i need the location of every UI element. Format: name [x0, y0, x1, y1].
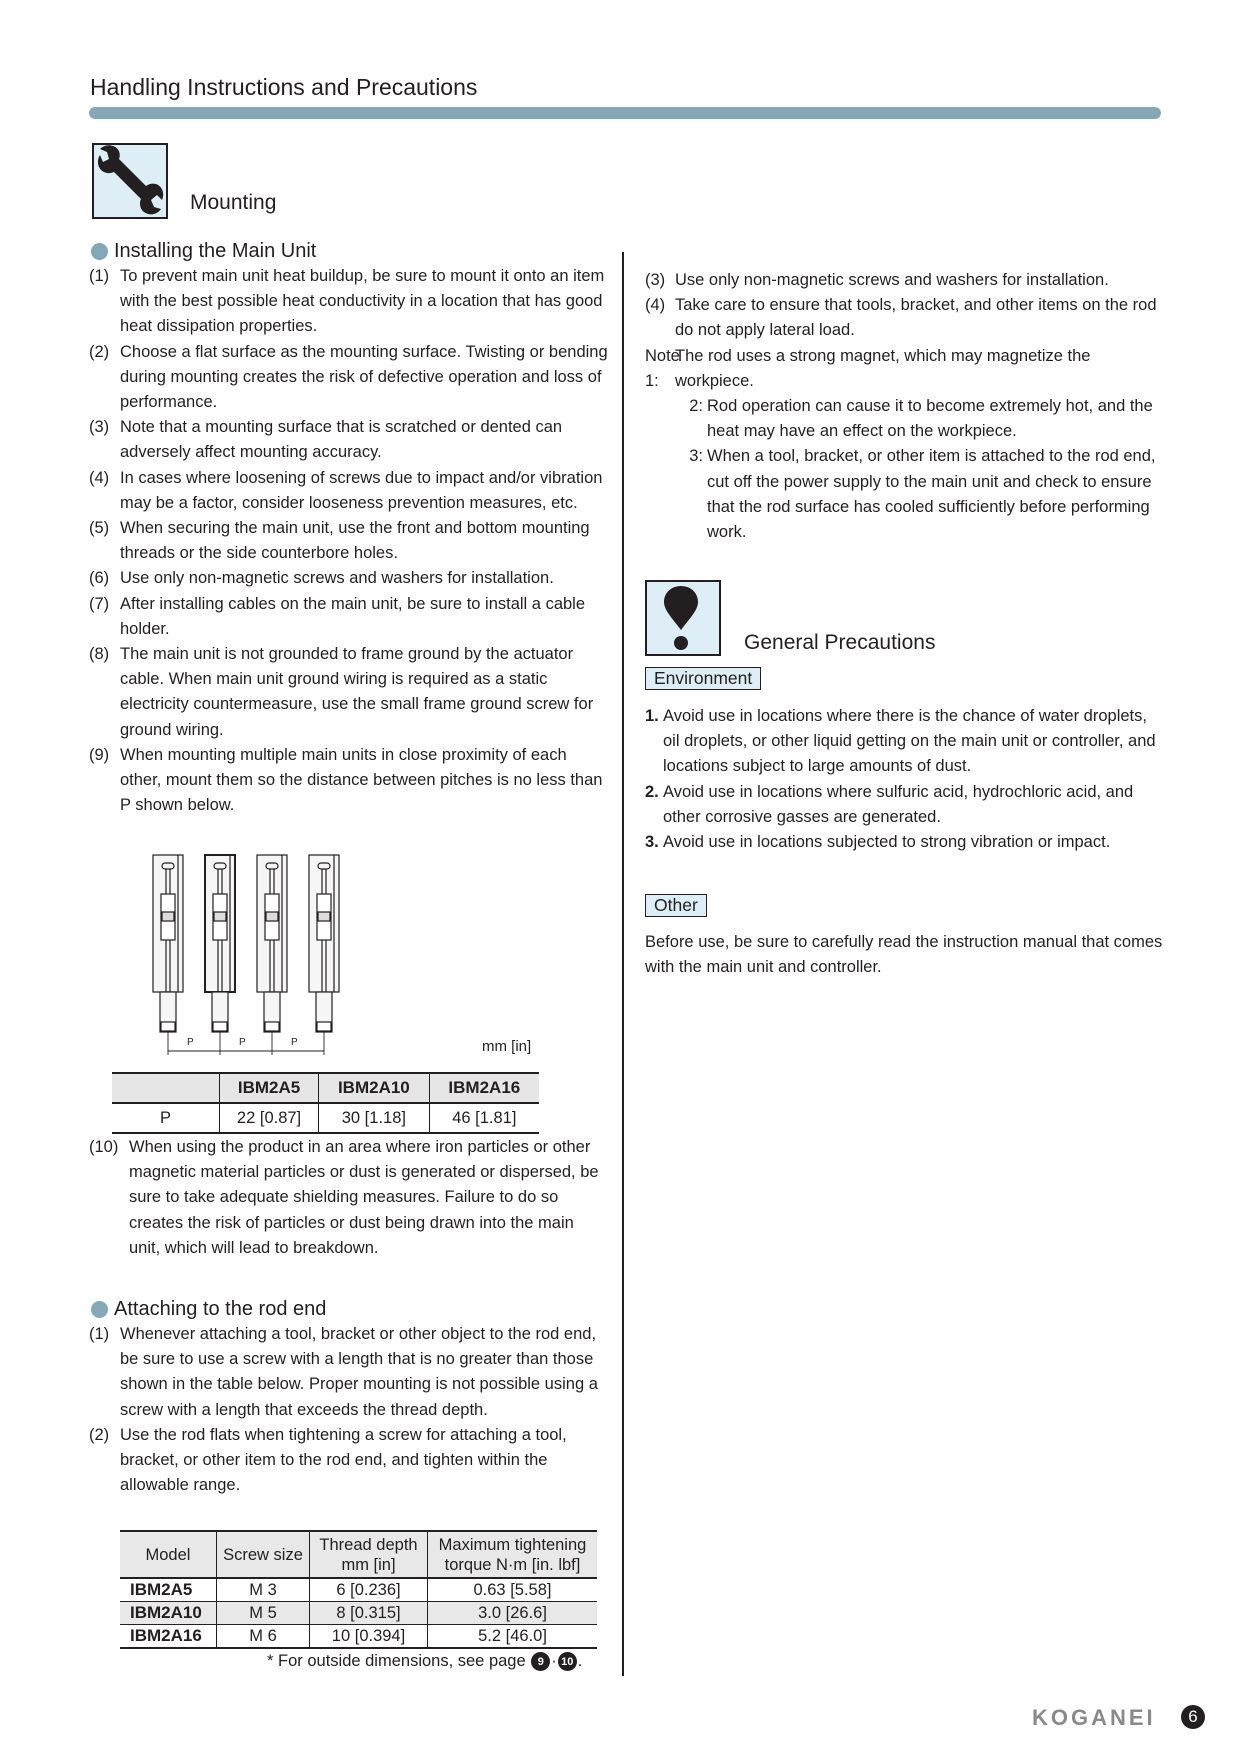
- page-ref-link[interactable]: 10: [558, 1652, 577, 1671]
- list-item: (1) To prevent main unit heat buildup, be sure to mount it onto an item with the best possible heat conductivity in a location that has good heat dissipation properties.: [89, 267, 605, 336]
- page-number: 6: [1181, 1705, 1205, 1729]
- pitch-label: P: [239, 1037, 246, 1048]
- rod-end-list: [89, 1322, 609, 1498]
- installing-heading: Installing the Main Unit: [91, 240, 609, 263]
- wrench-icon: [92, 143, 168, 219]
- list-item: 3. Avoid use in locations subjected to strong vibration or impact.: [645, 833, 1111, 852]
- list-item: (5) When securing the main unit, use the front and bottom mounting threads or the side counterbore holes.: [89, 519, 590, 563]
- list-item: (8) The main unit is not grounded to frame ground by the actuator cable. When main unit ground wiring is required as a static electricity countermeasure, use the small frame ground screw for ground wiring.: [89, 645, 594, 739]
- table-row: P 22 [0.87] 30 [1.18] 46 [1.81]: [112, 1103, 539, 1133]
- list-item: (1) Whenever attaching a tool, bracket or other object to the rod end, be sure to use a screw with a length that is no greater than those shown in the table below. Proper mounting is not possible using a screw with a length that exceeds the thread depth.: [89, 1325, 598, 1419]
- note-item: 3: When a tool, bracket, or other item is attached to the rod end, cut off the power supply to the main unit and check to ensure that the rod surface has cooled sufficiently before performing work.: [689, 447, 1156, 542]
- list-item: (3) Note that a mounting surface that is scratched or dented can adversely affect mounting accuracy.: [89, 418, 563, 462]
- list-item: 2. Avoid use in locations where sulfuric acid, hydrochloric acid, and other corrosive gasses are generated.: [645, 782, 1134, 826]
- list-item: (9) When mounting multiple main units in close proximity of each other, mount them so the distance between pitches is no less than P shown below.: [89, 745, 603, 815]
- table-row: IBM2A16 M 6 10 [0.394] 5.2 [46.0]: [120, 1625, 597, 1649]
- pitch-label: P: [291, 1037, 298, 1048]
- item-10: (10) When using the product in an area where iron particles or other magnetic material particles or dust is generated or dispersed, be sure to take adequate shielding measures. Failure to do so creates the risk of particles or dust being drawn into the main unit, which will lead to breakdown.: [89, 1138, 599, 1257]
- list-item: (4) Take care to ensure that tools, bracket, and other items on the rod do not apply lateral load.: [645, 296, 1157, 340]
- list-item: 1. Avoid use in locations where there is the chance of water droplets, oil droplets, or other liquid getting on the main unit or controller, and locations subject to large amounts of dust.: [645, 707, 1156, 776]
- environment-list: [645, 704, 1165, 855]
- left-column: [89, 240, 609, 818]
- actuator-pitch-diagram: [145, 852, 355, 1062]
- right-column-list: [645, 268, 1165, 545]
- pitch-label: P: [187, 1037, 194, 1048]
- page-title: Handling Instructions and Precautions: [90, 74, 478, 100]
- table-row: IBM2A5 M 3 6 [0.236] 0.63 [5.58]: [120, 1578, 597, 1602]
- bullet-dot-icon: [91, 1301, 108, 1318]
- list-item: (2) Choose a flat surface as the mounting surface. Twisting or bending during mounting creates the risk of defective operation and loss of performance.: [89, 342, 608, 412]
- unit-label: mm [in]: [482, 1038, 532, 1055]
- pitch-table: [112, 1072, 539, 1134]
- list-item: (3) Use only non-magnetic screws and washers for installation.: [645, 271, 1109, 289]
- other-text: Before use, be sure to carefully read the instruction manual that comes with the main unit and controller.: [645, 933, 1163, 977]
- list-item: (7) After installing cables on the main unit, be sure to install a cable holder.: [89, 594, 586, 638]
- koganei-logo: KOGANEI: [1032, 1705, 1156, 1730]
- table-row: IBM2A10 M 5 8 [0.315] 3.0 [26.6]: [120, 1602, 597, 1625]
- other-label: Other: [645, 894, 707, 917]
- list-item: (2) Use the rod flats when tightening a screw for attaching a tool, bracket, or other item to the rod end, and tighten within the allowable range.: [89, 1425, 567, 1495]
- title-bar-divider: [89, 107, 1161, 119]
- environment-label: Environment: [645, 667, 761, 690]
- table-header-row: Model Screw size Thread depth mm [in] Maximum tightening torque N·m [in. lbf]: [120, 1531, 597, 1578]
- mounting-heading: Mounting: [190, 191, 277, 214]
- rod-end-section: [89, 1298, 609, 1498]
- installing-list: [89, 264, 609, 818]
- screw-table: [120, 1530, 597, 1649]
- list-item: (6) Use only non-magnetic screws and washers for installation.: [89, 569, 554, 588]
- list-item: (4) In cases where loosening of screws due to impact and/or vibration may be a factor, consider looseness prevention measures, etc.: [89, 468, 603, 512]
- note-item: 2: Rod operation can cause it to become extremely hot, and the heat may have an effect on the workpiece.: [689, 397, 1153, 441]
- rod-end-heading: Attaching to the rod end: [91, 1298, 609, 1321]
- general-precautions-heading: General Precautions: [744, 631, 936, 654]
- bullet-dot-icon: [91, 243, 108, 260]
- footnote: * For outside dimensions, see page 9 · 10 .: [267, 1652, 583, 1670]
- column-divider: [622, 252, 624, 1676]
- caution-icon: [645, 580, 721, 656]
- page-ref-link[interactable]: 9: [531, 1652, 550, 1671]
- table-header-row: IBM2A5 IBM2A10 IBM2A16: [112, 1073, 539, 1103]
- note-item: Note 1: The rod uses a strong magnet, which may magnetize the workpiece.: [645, 346, 1091, 390]
